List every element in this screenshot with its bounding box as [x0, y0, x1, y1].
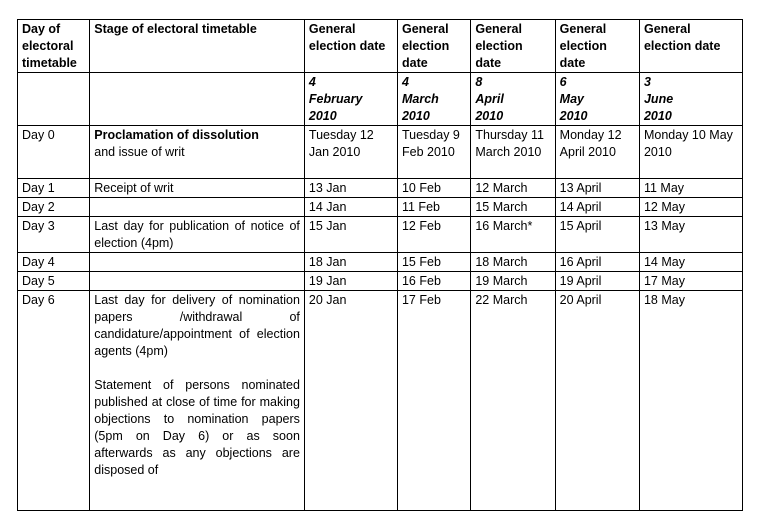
- date-cell: 16 April: [555, 253, 639, 272]
- header-election-2: General election date: [397, 20, 470, 73]
- date-cell: 15 April: [555, 217, 639, 253]
- stage-cell: [90, 272, 305, 291]
- stage-cell: Last day for publication of notice of election (4pm): [90, 217, 305, 253]
- date-cell: Monday 10 May 2010: [639, 126, 742, 179]
- date-cell: 11 Feb: [397, 198, 470, 217]
- election-date-4: 6 May 2010: [555, 73, 639, 126]
- date-cell: 20 April: [555, 291, 639, 511]
- date-cell: 16 Feb: [397, 272, 470, 291]
- stage-text: Last day for delivery of nomination papers /withdrawal of candidature/appointment of election agents (4pm): [94, 293, 300, 358]
- date-cell: Tuesday 12 Jan 2010: [304, 126, 397, 179]
- stage-bold-text: Proclamation of dissolution: [94, 128, 259, 142]
- header-election-3: General election date: [471, 20, 555, 73]
- day-cell: Day 6: [18, 291, 90, 511]
- date-cell: 16 March*: [471, 217, 555, 253]
- table-row: [18, 272, 743, 291]
- header-election-5: General election date: [639, 20, 742, 73]
- date-cell: 12 May: [639, 198, 742, 217]
- election-date-5: 3 June 2010: [639, 73, 742, 126]
- date-cell: 22 March: [471, 291, 555, 511]
- date-cell: 14 Jan: [304, 198, 397, 217]
- electoral-timetable-table: [17, 19, 743, 511]
- header-election-4: General election date: [555, 20, 639, 73]
- date-cell: 11 May: [639, 179, 742, 198]
- election-date-3: 8 April 2010: [471, 73, 555, 126]
- date-cell: Tuesday 9 Feb 2010: [397, 126, 470, 179]
- date-cell: 19 March: [471, 272, 555, 291]
- stage-cell: [90, 126, 305, 179]
- table-row: [18, 253, 743, 272]
- date-cell: 12 Feb: [397, 217, 470, 253]
- date-cell: 18 March: [471, 253, 555, 272]
- header-row: [18, 20, 743, 73]
- header-election-1: General election date: [304, 20, 397, 73]
- election-date-row: [18, 73, 743, 126]
- date-cell: 19 Jan: [304, 272, 397, 291]
- stage-text-2: Statement of persons nominated published at close of time for making objections to nomination papers (5pm on Day 6) or as soon afterwards as any objections are disposed of: [94, 378, 300, 477]
- stage-text: and issue of writ: [94, 145, 185, 159]
- date-cell: 15 March: [471, 198, 555, 217]
- date-cell: 15 Jan: [304, 217, 397, 253]
- table-row: [18, 217, 743, 253]
- date-cell: 13 May: [639, 217, 742, 253]
- date-cell: Monday 12 April 2010: [555, 126, 639, 179]
- date-cell: 19 April: [555, 272, 639, 291]
- day-cell: Day 3: [18, 217, 90, 253]
- date-cell: 17 May: [639, 272, 742, 291]
- date-cell: 20 Jan: [304, 291, 397, 511]
- election-date-1: 4 February 2010: [304, 73, 397, 126]
- stage-cell: Receipt of writ: [90, 179, 305, 198]
- date-cell: 12 March: [471, 179, 555, 198]
- day-cell: Day 1: [18, 179, 90, 198]
- day-cell: Day 2: [18, 198, 90, 217]
- date-cell: 18 Jan: [304, 253, 397, 272]
- table-row: [18, 126, 743, 179]
- date-cell: 17 Feb: [397, 291, 470, 511]
- day-cell: Day 0: [18, 126, 90, 179]
- table-row: [18, 179, 743, 198]
- empty-cell: [18, 73, 90, 126]
- date-cell: 13 Jan: [304, 179, 397, 198]
- header-day: Day of electoral timetable: [18, 20, 90, 73]
- stage-cell: [90, 198, 305, 217]
- date-cell: 18 May: [639, 291, 742, 511]
- day-cell: Day 5: [18, 272, 90, 291]
- date-cell: Thursday 11 March 2010: [471, 126, 555, 179]
- election-date-2: 4 March 2010: [397, 73, 470, 126]
- stage-cell: [90, 253, 305, 272]
- table-row: [18, 198, 743, 217]
- day-cell: Day 4: [18, 253, 90, 272]
- stage-cell: [90, 291, 305, 511]
- header-stage: Stage of electoral timetable: [90, 20, 305, 73]
- date-cell: 10 Feb: [397, 179, 470, 198]
- date-cell: 14 May: [639, 253, 742, 272]
- date-cell: 13 April: [555, 179, 639, 198]
- table-row: [18, 291, 743, 511]
- date-cell: 14 April: [555, 198, 639, 217]
- empty-cell: [90, 73, 305, 126]
- date-cell: 15 Feb: [397, 253, 470, 272]
